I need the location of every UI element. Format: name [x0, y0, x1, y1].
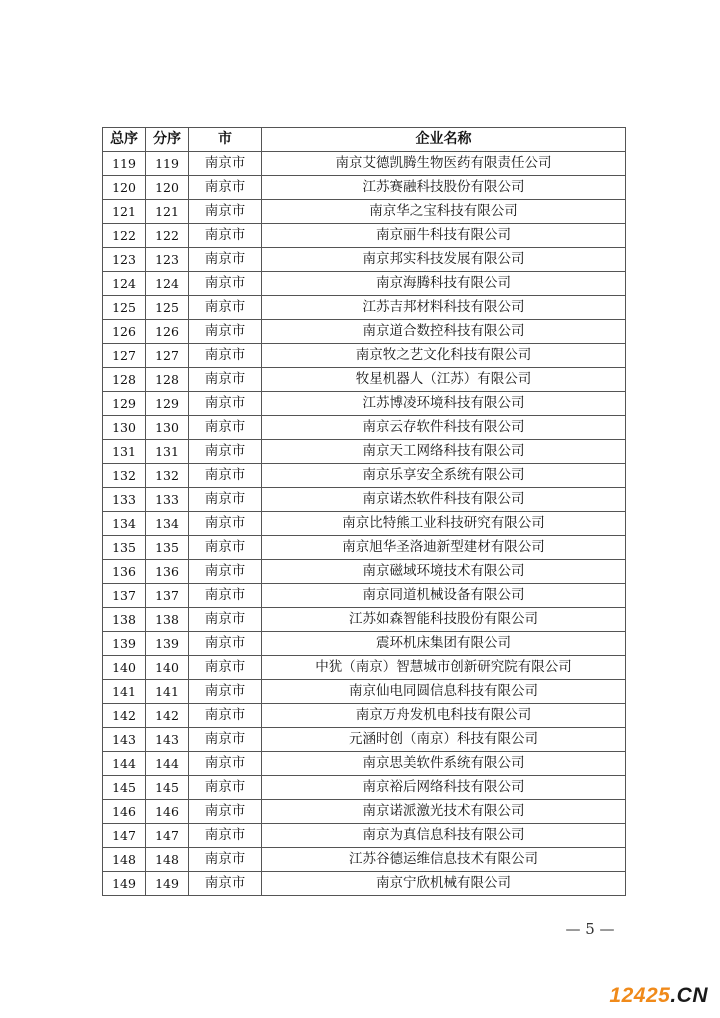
cell-seq: 148	[146, 848, 189, 872]
table-row	[103, 728, 626, 752]
cell-city: 南京市	[189, 320, 262, 344]
cell-company: 南京同道机械设备有限公司	[262, 584, 626, 608]
cell-city: 南京市	[189, 848, 262, 872]
cell-seq: 137	[146, 584, 189, 608]
cell-city: 南京市	[189, 440, 262, 464]
cell-city: 南京市	[189, 344, 262, 368]
table-row	[103, 392, 626, 416]
cell-company: 南京比特熊工业科技研究有限公司	[262, 512, 626, 536]
cell-company: 江苏赛融科技股份有限公司	[262, 176, 626, 200]
cell-seq: 134	[146, 512, 189, 536]
cell-company: 南京万舟发机电科技有限公司	[262, 704, 626, 728]
cell-seq: 129	[146, 392, 189, 416]
cell-city: 南京市	[189, 272, 262, 296]
cell-city: 南京市	[189, 392, 262, 416]
company-list-table	[102, 127, 626, 896]
cell-city: 南京市	[189, 728, 262, 752]
cell-seq: 122	[146, 224, 189, 248]
cell-seq: 136	[146, 560, 189, 584]
table-row	[103, 464, 626, 488]
table-row	[103, 608, 626, 632]
table-row	[103, 704, 626, 728]
header-company: 企业名称	[262, 128, 626, 152]
cell-company: 南京磁域环境技术有限公司	[262, 560, 626, 584]
cell-total: 125	[103, 296, 146, 320]
watermark-number: 12425	[609, 984, 671, 1007]
cell-total: 128	[103, 368, 146, 392]
cell-seq: 138	[146, 608, 189, 632]
table-row	[103, 560, 626, 584]
cell-city: 南京市	[189, 488, 262, 512]
cell-total: 127	[103, 344, 146, 368]
table-header-row	[103, 128, 626, 152]
table-row	[103, 152, 626, 176]
cell-total: 126	[103, 320, 146, 344]
cell-total: 130	[103, 416, 146, 440]
cell-seq: 132	[146, 464, 189, 488]
cell-company: 江苏谷德运维信息技术有限公司	[262, 848, 626, 872]
cell-city: 南京市	[189, 176, 262, 200]
cell-city: 南京市	[189, 200, 262, 224]
table-row	[103, 176, 626, 200]
watermark-suffix: .CN	[670, 984, 708, 1007]
cell-city: 南京市	[189, 416, 262, 440]
header-total: 总序	[103, 128, 146, 152]
cell-company: 南京裕后网络科技有限公司	[262, 776, 626, 800]
cell-company: 江苏如森智能科技股份有限公司	[262, 608, 626, 632]
cell-company: 南京海腾科技有限公司	[262, 272, 626, 296]
cell-total: 144	[103, 752, 146, 776]
cell-seq: 144	[146, 752, 189, 776]
cell-city: 南京市	[189, 464, 262, 488]
page-number: — 5 —	[565, 920, 615, 938]
cell-company: 南京诺杰软件科技有限公司	[262, 488, 626, 512]
cell-company: 南京云存软件科技有限公司	[262, 416, 626, 440]
table-row	[103, 416, 626, 440]
cell-total: 139	[103, 632, 146, 656]
cell-company: 南京思美软件系统有限公司	[262, 752, 626, 776]
cell-city: 南京市	[189, 776, 262, 800]
cell-city: 南京市	[189, 560, 262, 584]
cell-total: 122	[103, 224, 146, 248]
cell-total: 148	[103, 848, 146, 872]
cell-seq: 127	[146, 344, 189, 368]
cell-city: 南京市	[189, 608, 262, 632]
cell-company: 南京宁欣机械有限公司	[262, 872, 626, 896]
table-row	[103, 512, 626, 536]
cell-seq: 119	[146, 152, 189, 176]
cell-company: 南京乐享安全系统有限公司	[262, 464, 626, 488]
cell-company: 南京邦实科技发展有限公司	[262, 248, 626, 272]
cell-company: 南京为真信息科技有限公司	[262, 824, 626, 848]
cell-city: 南京市	[189, 680, 262, 704]
cell-city: 南京市	[189, 152, 262, 176]
cell-total: 124	[103, 272, 146, 296]
cell-total: 123	[103, 248, 146, 272]
cell-company: 江苏吉邦材料科技有限公司	[262, 296, 626, 320]
cell-total: 149	[103, 872, 146, 896]
table-row	[103, 632, 626, 656]
table-row	[103, 440, 626, 464]
cell-seq: 140	[146, 656, 189, 680]
table-row	[103, 872, 626, 896]
table-row	[103, 536, 626, 560]
cell-seq: 123	[146, 248, 189, 272]
table-row	[103, 800, 626, 824]
cell-seq: 135	[146, 536, 189, 560]
cell-city: 南京市	[189, 224, 262, 248]
cell-total: 132	[103, 464, 146, 488]
cell-company: 江苏博凌环境科技有限公司	[262, 392, 626, 416]
cell-seq: 120	[146, 176, 189, 200]
cell-total: 147	[103, 824, 146, 848]
cell-total: 119	[103, 152, 146, 176]
cell-city: 南京市	[189, 248, 262, 272]
cell-total: 136	[103, 560, 146, 584]
table-row	[103, 248, 626, 272]
table-row	[103, 848, 626, 872]
cell-seq: 145	[146, 776, 189, 800]
cell-total: 134	[103, 512, 146, 536]
header-city: 市	[189, 128, 262, 152]
cell-city: 南京市	[189, 704, 262, 728]
table-row	[103, 680, 626, 704]
table-row	[103, 776, 626, 800]
cell-company: 南京旭华圣洛迪新型建材有限公司	[262, 536, 626, 560]
cell-city: 南京市	[189, 512, 262, 536]
cell-company: 牧星机器人（江苏）有限公司	[262, 368, 626, 392]
cell-city: 南京市	[189, 656, 262, 680]
cell-seq: 128	[146, 368, 189, 392]
cell-seq: 149	[146, 872, 189, 896]
cell-city: 南京市	[189, 752, 262, 776]
cell-total: 135	[103, 536, 146, 560]
cell-seq: 130	[146, 416, 189, 440]
cell-city: 南京市	[189, 584, 262, 608]
cell-seq: 121	[146, 200, 189, 224]
cell-city: 南京市	[189, 872, 262, 896]
cell-seq: 147	[146, 824, 189, 848]
table-row	[103, 200, 626, 224]
cell-total: 143	[103, 728, 146, 752]
cell-company: 元涵时创（南京）科技有限公司	[262, 728, 626, 752]
cell-company: 南京牧之艺文化科技有限公司	[262, 344, 626, 368]
table-row	[103, 368, 626, 392]
table-row	[103, 344, 626, 368]
cell-city: 南京市	[189, 368, 262, 392]
cell-company: 南京丽牛科技有限公司	[262, 224, 626, 248]
cell-seq: 146	[146, 800, 189, 824]
table-row	[103, 752, 626, 776]
cell-city: 南京市	[189, 536, 262, 560]
cell-company: 南京艾德凯腾生物医药有限责任公司	[262, 152, 626, 176]
cell-seq: 125	[146, 296, 189, 320]
cell-seq: 141	[146, 680, 189, 704]
cell-total: 140	[103, 656, 146, 680]
table-body	[103, 152, 626, 896]
cell-city: 南京市	[189, 824, 262, 848]
table-row	[103, 824, 626, 848]
cell-total: 142	[103, 704, 146, 728]
cell-total: 137	[103, 584, 146, 608]
table-row	[103, 272, 626, 296]
header-seq: 分序	[146, 128, 189, 152]
cell-total: 121	[103, 200, 146, 224]
cell-total: 133	[103, 488, 146, 512]
cell-total: 129	[103, 392, 146, 416]
cell-company: 南京诺派激光技术有限公司	[262, 800, 626, 824]
cell-city: 南京市	[189, 800, 262, 824]
cell-company: 震环机床集团有限公司	[262, 632, 626, 656]
cell-company: 中犹（南京）智慧城市创新研究院有限公司	[262, 656, 626, 680]
cell-total: 146	[103, 800, 146, 824]
table-row	[103, 224, 626, 248]
cell-company: 南京天工网络科技有限公司	[262, 440, 626, 464]
cell-total: 131	[103, 440, 146, 464]
cell-seq: 143	[146, 728, 189, 752]
cell-city: 南京市	[189, 632, 262, 656]
cell-seq: 139	[146, 632, 189, 656]
cell-seq: 131	[146, 440, 189, 464]
cell-company: 南京华之宝科技有限公司	[262, 200, 626, 224]
cell-total: 145	[103, 776, 146, 800]
table-row	[103, 296, 626, 320]
cell-total: 120	[103, 176, 146, 200]
cell-city: 南京市	[189, 296, 262, 320]
cell-seq: 124	[146, 272, 189, 296]
watermark-logo	[609, 984, 708, 1008]
cell-total: 138	[103, 608, 146, 632]
cell-seq: 126	[146, 320, 189, 344]
cell-seq: 142	[146, 704, 189, 728]
table-row	[103, 584, 626, 608]
cell-company: 南京仙电同圆信息科技有限公司	[262, 680, 626, 704]
table-row	[103, 488, 626, 512]
table-row	[103, 656, 626, 680]
cell-seq: 133	[146, 488, 189, 512]
cell-total: 141	[103, 680, 146, 704]
table-row	[103, 320, 626, 344]
cell-company: 南京道合数控科技有限公司	[262, 320, 626, 344]
